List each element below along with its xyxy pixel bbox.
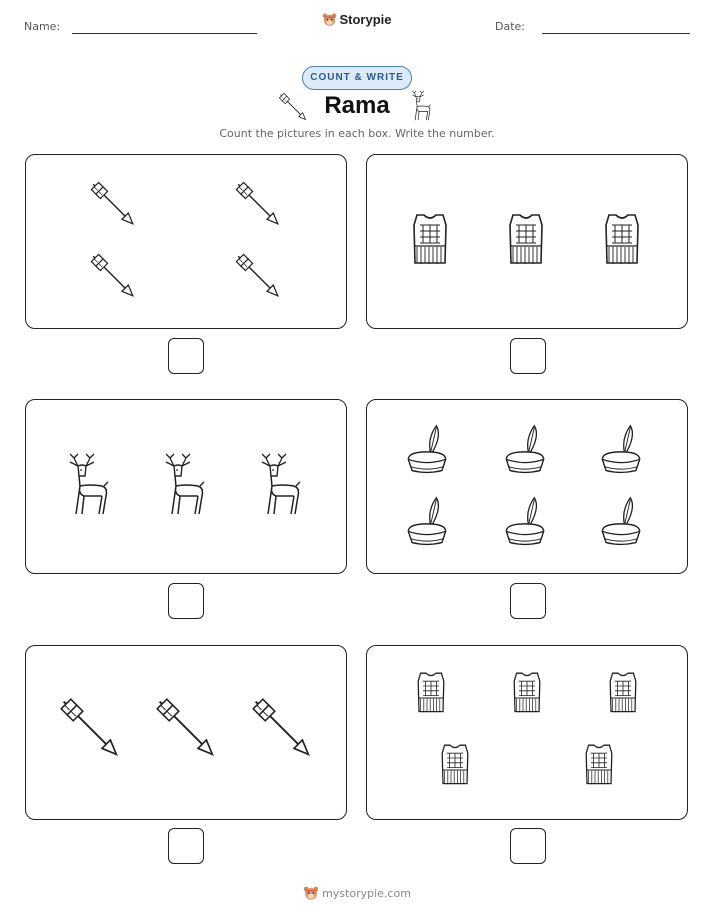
- feather-crown-icon: [497, 494, 553, 550]
- footer: [0, 885, 714, 901]
- count-box-3: [25, 399, 347, 574]
- vest-icon: [501, 211, 551, 271]
- feather-crown-icon: [399, 422, 455, 478]
- instructions: Count the pictures in each box. Write the number.: [219, 127, 495, 140]
- activity-badge: COUNT & WRITE: [302, 66, 412, 90]
- name-write-line[interactable]: [72, 33, 257, 34]
- page-title: Rama: [324, 92, 390, 119]
- deer-icon: [405, 90, 435, 124]
- date-write-line[interactable]: [542, 33, 690, 34]
- name-label: Name:: [24, 20, 61, 33]
- arrow-icon: [231, 249, 285, 303]
- arrow-icon: [86, 249, 140, 303]
- answer-box-1[interactable]: [168, 338, 204, 374]
- feather-crown-icon: [399, 494, 455, 550]
- answer-box-3[interactable]: [168, 583, 204, 619]
- arrow-icon: [86, 177, 140, 231]
- brand: [0, 12, 714, 27]
- storypie-logo-icon: [303, 885, 319, 901]
- feather-crown-icon: [497, 422, 553, 478]
- answer-box-5[interactable]: [168, 828, 204, 864]
- date-label: Date:: [495, 20, 525, 33]
- count-box-5: [25, 645, 347, 820]
- vest-icon: [507, 670, 547, 718]
- deer-icon: [248, 452, 308, 522]
- arrow-icon: [54, 692, 126, 764]
- feather-crown-icon: [593, 422, 649, 478]
- arrow-icon: [231, 177, 285, 231]
- arrow-icon: [150, 692, 222, 764]
- vest-icon: [411, 670, 451, 718]
- count-box-6: [366, 645, 688, 820]
- vest-icon: [435, 742, 475, 790]
- count-box-1: [25, 154, 347, 329]
- count-box-4: [366, 399, 688, 574]
- arrow-icon: [246, 692, 318, 764]
- answer-box-6[interactable]: [510, 828, 546, 864]
- answer-box-2[interactable]: [510, 338, 546, 374]
- brand-name: Storypie: [339, 12, 392, 27]
- vest-icon: [603, 670, 643, 718]
- vest-icon: [579, 742, 619, 790]
- answer-box-4[interactable]: [510, 583, 546, 619]
- vest-icon: [597, 211, 647, 271]
- deer-icon: [152, 452, 212, 522]
- deer-icon: [56, 452, 116, 522]
- footer-site: mystorypie.com: [322, 887, 411, 900]
- storypie-logo-icon: [322, 12, 337, 27]
- feather-crown-icon: [593, 494, 649, 550]
- vest-icon: [405, 211, 455, 271]
- count-box-2: [366, 154, 688, 329]
